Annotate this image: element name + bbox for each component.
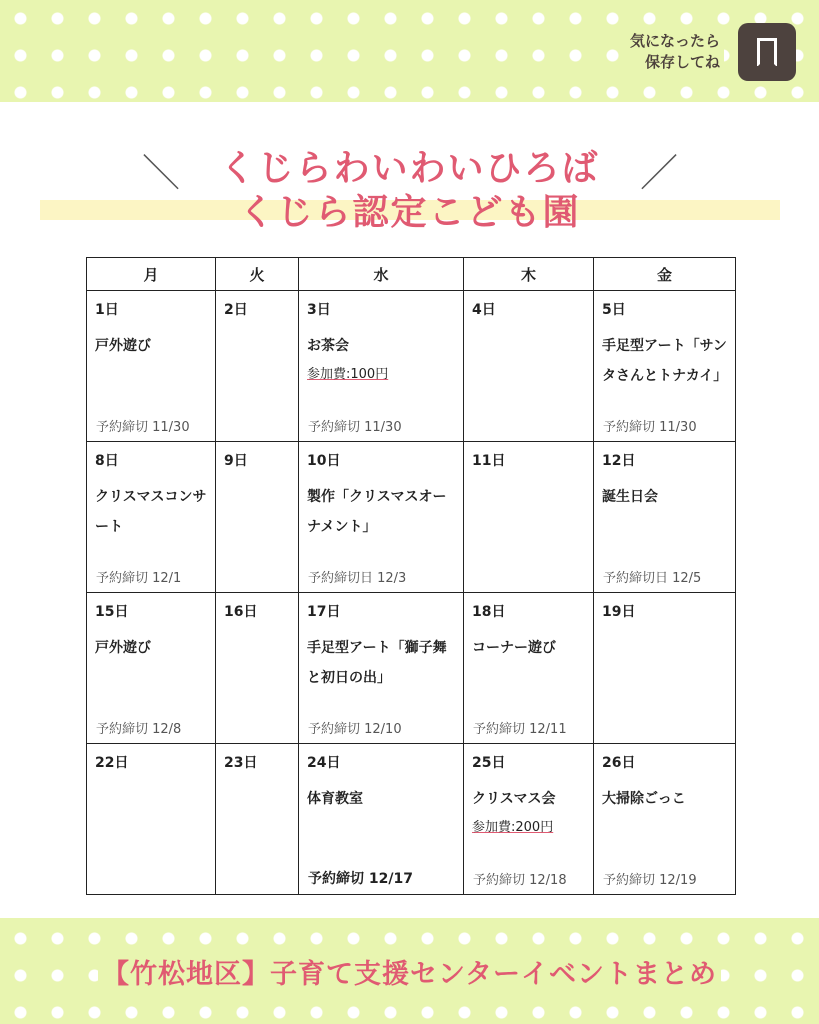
day-number: 22日 <box>95 755 129 771</box>
day-number: 16日 <box>224 604 258 620</box>
calendar-cell <box>216 442 299 593</box>
calendar-cell <box>216 291 299 442</box>
calendar-week-3 <box>87 593 736 744</box>
deadline: 予約締切 12/17 <box>308 871 413 887</box>
deadline: 予約締切 11/30 <box>96 420 190 435</box>
save-prompt[interactable] <box>626 23 796 81</box>
day-number: 3日 <box>307 302 331 318</box>
calendar-week-1 <box>87 291 736 442</box>
day-number: 5日 <box>602 302 626 318</box>
calendar-cell <box>594 442 736 593</box>
title-slash-right: ／ <box>640 151 679 195</box>
participation-fee: 参加費:200円 <box>472 820 554 835</box>
calendar-week-4 <box>87 744 736 895</box>
event-name: お茶会 <box>307 338 349 354</box>
title-line1: くじらわいわいひろば <box>219 148 600 189</box>
participation-fee: 参加費:100円 <box>307 367 389 382</box>
header-mon: 月 <box>87 258 216 291</box>
calendar-cell <box>594 593 736 744</box>
event-name: 手足型アート「獅子舞と初日の出」 <box>307 640 447 686</box>
day-number: 2日 <box>224 302 248 318</box>
header-thu: 木 <box>464 258 594 291</box>
title-line2: くじら認定こども園 <box>238 192 581 233</box>
day-number: 15日 <box>95 604 129 620</box>
calendar-cell <box>464 291 594 442</box>
save-prompt-line1: 気になったら <box>629 32 720 50</box>
deadline: 予約締切 12/11 <box>473 722 567 737</box>
calendar-header-row <box>87 258 736 291</box>
deadline: 予約締切 12/18 <box>473 873 567 888</box>
footer-title-text: 【竹松地区】子育て支援センターイベントまとめ <box>98 959 721 990</box>
calendar-cell <box>87 291 216 442</box>
calendar-cell <box>464 593 594 744</box>
day-number: 18日 <box>472 604 506 620</box>
calendar-cell <box>299 291 464 442</box>
event-name: 手足型アート「サンタさんとトナカイ」 <box>602 338 728 384</box>
day-number: 8日 <box>95 453 119 469</box>
event-name: 戸外遊び <box>95 338 151 354</box>
calendar-cell <box>299 442 464 593</box>
header-tue: 火 <box>216 258 299 291</box>
deadline: 予約締切 12/8 <box>96 722 182 737</box>
calendar-cell <box>299 744 464 895</box>
event-name: 戸外遊び <box>95 640 151 656</box>
day-number: 17日 <box>307 604 341 620</box>
deadline: 予約締切日 12/5 <box>603 571 702 586</box>
day-number: 11日 <box>472 453 506 469</box>
deadline: 予約締切 12/1 <box>96 571 182 586</box>
day-number: 26日 <box>602 755 636 771</box>
calendar-week-2 <box>87 442 736 593</box>
header-fri: 金 <box>594 258 736 291</box>
day-number: 4日 <box>472 302 496 318</box>
footer-title <box>0 952 819 991</box>
save-prompt-line2: 保存してね <box>644 53 720 71</box>
day-number: 9日 <box>224 453 248 469</box>
calendar-cell <box>87 442 216 593</box>
event-name: クリスマスコンサート <box>95 489 207 535</box>
header-wed: 水 <box>299 258 464 291</box>
day-number: 19日 <box>602 604 636 620</box>
event-name: 体育教室 <box>307 791 363 807</box>
day-number: 24日 <box>307 755 341 771</box>
calendar-cell <box>216 593 299 744</box>
title-slash-left: ＼ <box>142 151 181 195</box>
event-name: 誕生日会 <box>602 489 658 505</box>
save-prompt-text <box>626 31 724 73</box>
deadline: 予約締切日 12/3 <box>308 571 407 586</box>
deadline: 予約締切 12/10 <box>308 722 402 737</box>
day-number: 23日 <box>224 755 258 771</box>
deadline: 予約締切 11/30 <box>308 420 402 435</box>
deadline: 予約締切 11/30 <box>603 420 697 435</box>
event-name: クリスマス会 <box>472 791 556 807</box>
event-name: コーナー遊び <box>472 640 556 656</box>
calendar-cell <box>464 744 594 895</box>
calendar-cell <box>299 593 464 744</box>
calendar-cell <box>87 593 216 744</box>
day-number: 12日 <box>602 453 636 469</box>
event-name: 大掃除ごっこ <box>602 791 686 807</box>
day-number: 1日 <box>95 302 119 318</box>
calendar-cell <box>594 744 736 895</box>
bookmark-icon <box>757 38 777 66</box>
calendar-cell <box>464 442 594 593</box>
day-number: 10日 <box>307 453 341 469</box>
event-name: 製作「クリスマスオーナメント」 <box>307 489 447 535</box>
bookmark-button[interactable] <box>738 23 796 81</box>
calendar-cell <box>216 744 299 895</box>
deadline: 予約締切 12/19 <box>603 873 697 888</box>
day-number: 25日 <box>472 755 506 771</box>
calendar-cell <box>594 291 736 442</box>
calendar-cell <box>87 744 216 895</box>
event-calendar <box>86 257 736 895</box>
